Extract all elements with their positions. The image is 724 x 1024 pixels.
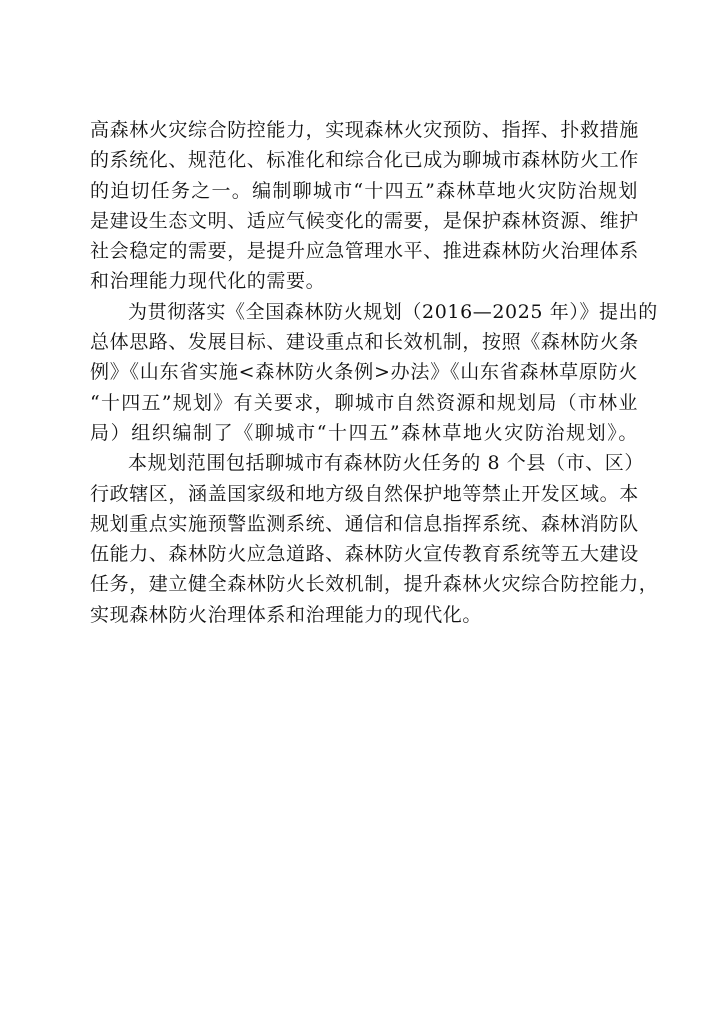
paragraph-3 [90,448,659,630]
text-line: 的迫切任务之一。编制聊城市“十四五”森林草地火灾防治规划 [90,179,638,202]
text-line: 为贯彻落实《全国森林防火规划（2016—2025 年）》提出的 [128,300,658,323]
text-line: 任务，建立健全森林防火长效机制，提升森林火灾综合防控能力， [90,573,659,596]
text-line: 实现森林防火治理体系和治理能力的现代化。 [90,603,483,626]
text-line: 总体思路、发展目标、建设重点和长效机制，按照《森林防火条 [90,331,639,354]
text-line: 本规划范围包括聊城市有森林防火任务的 8 个县（市、区） [128,452,644,475]
text-line: “十四五”规划》有关要求，聊城市自然资源和规划局（市林业 [90,391,638,414]
text-line: 例》《山东省实施<森林防火条例>办法》《山东省森林草原防火 [90,361,638,384]
text-line: 规划重点实施预警监测系统、通信和信息指挥系统、森林消防队 [90,512,639,535]
text-line: 是建设生态文明、适应气候变化的需要，是保护森林资源、维护 [90,209,639,232]
text-line: 的系统化、规范化、标准化和综合化已成为聊城市森林防火工作 [90,149,639,172]
paragraph-1 [90,115,638,297]
paragraph-2 [90,297,658,448]
document-body [90,115,659,630]
text-line: 高森林火灾综合防控能力，实现森林火灾预防、指挥、扑救措施 [90,119,639,141]
text-line: 和治理能力现代化的需要。 [90,270,326,293]
text-line: 行政辖区，涵盖国家级和地方级自然保护地等禁止开发区域。本 [90,482,639,505]
text-line: 社会稳定的需要，是提升应急管理水平、推进森林防火治理体系 [90,240,639,263]
text-line: 伍能力、森林防火应急道路、森林防火宣传教育系统等五大建设 [90,543,639,566]
text-line: 局）组织编制了《聊城市“十四五”森林草地火灾防治规划》。 [90,421,638,444]
